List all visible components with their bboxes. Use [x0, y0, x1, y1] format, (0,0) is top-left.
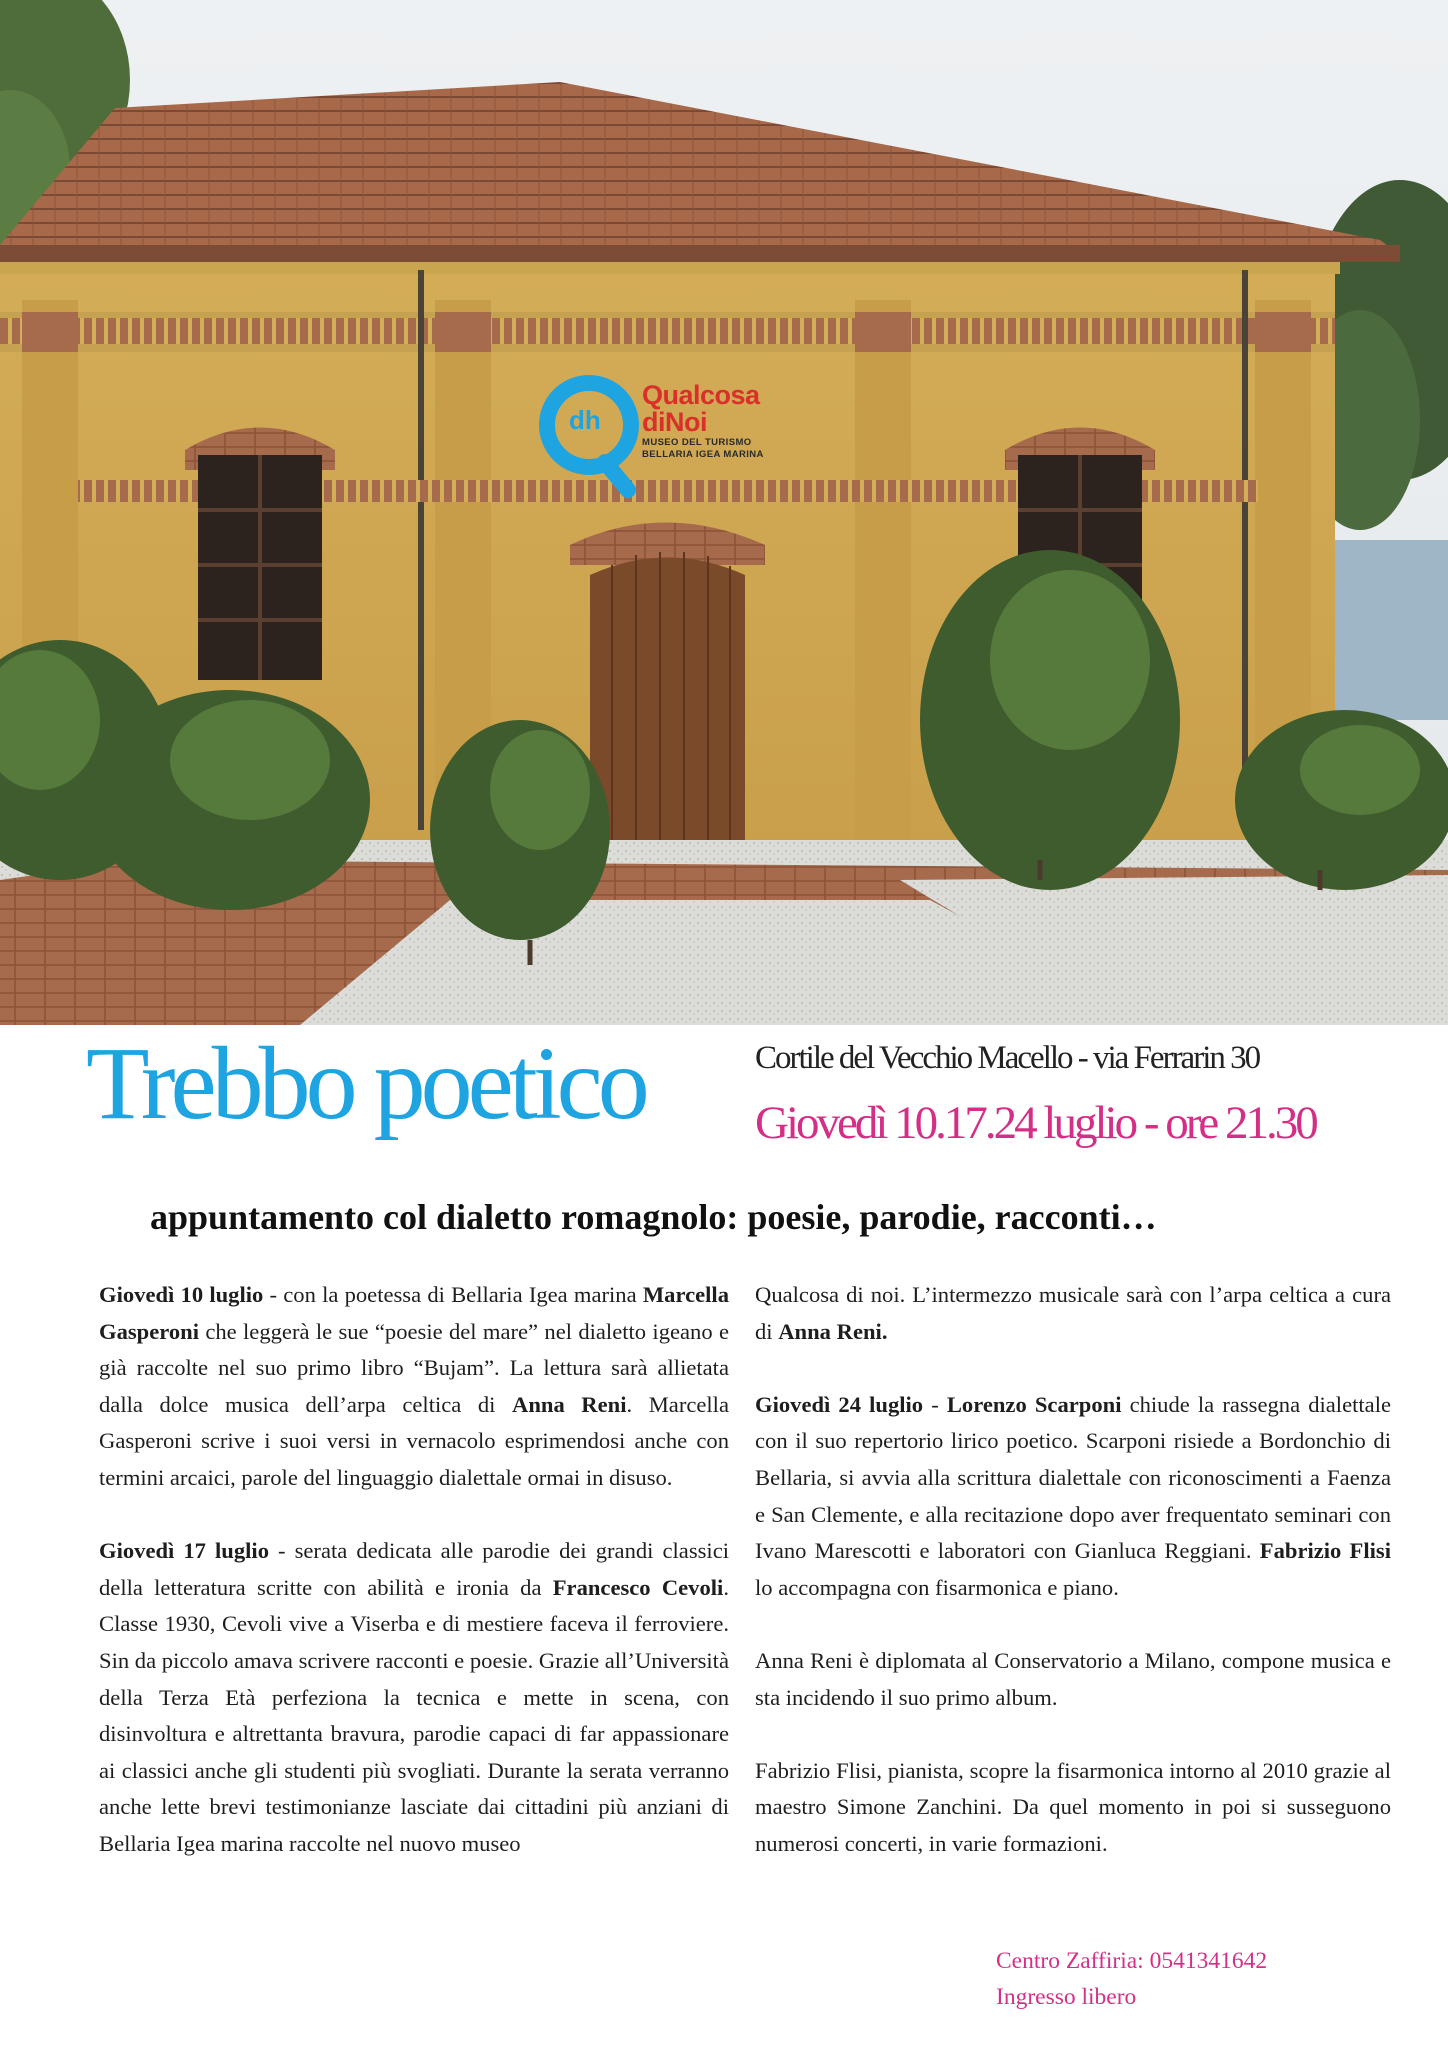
logo-line-1: Qualcosa [642, 380, 760, 410]
logo-line-4: BELLARIA IGEA MARINA [642, 448, 764, 460]
name-anna-reni: Anna Reni [512, 1391, 627, 1417]
paragraph-july-24 [755, 1387, 1391, 1607]
contact-info [996, 1943, 1267, 2015]
left-column [99, 1277, 729, 1899]
logo-line-2: diNoi [642, 407, 707, 437]
event-dates: Giovedì 10.17.24 luglio - ore 21.30 [755, 1097, 1316, 1149]
paragraph-july-17 [99, 1533, 729, 1862]
text-span: . Marcella Gasperoni scrive i suoi versi in vernacolo esprimendosi anche con termini arcaici, parole del linguaggio dialettale ormai in disuso. [99, 1391, 729, 1490]
name-anna-reni: Anna Reni. [778, 1318, 888, 1344]
text-span: . Classe 1930, Cevoli vive a Viserba e di mestiere faceva il ferroviere. Sin da piccolo amava scrivere racconti e poesie. Grazie all’Università della Terza Età perfeziona la tecnica e mette in scena, con disinvoltura e altrettanta bravura, parodie capaci di far appassionare ai classici anche gli studenti più svogliati. Durante la serata verranno anche lette brevi testimonianze lasciate dai cittadini più anziani di Bellaria Igea marina raccolte nel nuovo museo [99, 1574, 729, 1856]
date-july-24: Giovedì 24 luglio [755, 1391, 924, 1417]
logo-line-3: MUSEO DEL TURISMO [642, 437, 752, 448]
text-span: - [923, 1391, 947, 1417]
contact-phone: Centro Zaffiria: 0541341642 [996, 1948, 1268, 1974]
text-span: - con la poetessa di Bellaria Igea marina [263, 1282, 643, 1307]
paragraph-anna-reni-bio: Anna Reni è diplomata al Conservatorio a Milano, compone musica e sta incidendo il suo primo album. [755, 1647, 1391, 1710]
entry-note: Ingresso libero [996, 1984, 1137, 2010]
paragraph-july-10 [99, 1277, 729, 1497]
paragraph-fabrizio-flisi-bio: Fabrizio Flisi, pianista, scopre la fisarmonica intorno al 2010 grazie al maestro Simone Zanchini. Da quel momento in poi si susseguono numerosi concerti, in varie formazioni. [755, 1757, 1391, 1856]
text-span: Qualcosa di noi. L’intermezzo musicale sarà con l’arpa celtica a cura di [755, 1282, 1391, 1344]
name-francesco-cevoli: Francesco Cevoli [552, 1574, 724, 1600]
event-title: Trebbo poetico [86, 1026, 645, 1141]
date-july-10: Giovedì 10 luglio [99, 1282, 264, 1307]
paragraph-continuation [755, 1277, 1391, 1350]
text-span: chiude la rassegna dialettale con il suo repertorio lirico poetico. Scarponi risiede a Bordonchio di Bellaria, si avvia alla scrittura dialettale con riconoscimenti a Faenza e San Clemente, e alla recitazione dopo aver frequentato seminari con Ivano Marescotti e laboratori con Gianluca Reggiani. [755, 1391, 1391, 1564]
date-july-17: Giovedì 17 luglio [99, 1538, 269, 1564]
museum-logo-text [642, 382, 764, 459]
name-marcella-gasperoni: Marcella Gasperoni [99, 1282, 729, 1344]
text-span: lo accompagna con fisarmonica e piano. [755, 1574, 1119, 1600]
name-fabrizio-flisi: Fabrizio Flisi [1259, 1538, 1391, 1564]
logo-monogram: dh [569, 405, 601, 435]
right-column [755, 1277, 1391, 1899]
text-span: - serata dedicata alle parodie dei grandi classici della letteratura scritte con abilità e ironia da [99, 1538, 729, 1600]
text-span: che leggerà le sue “poesie del mare” nel dialetto igeano e già raccolte nel suo primo libro “Bujam”. La lettura sarà allietata dalla dolce musica dell’arpa celtica di [99, 1318, 729, 1417]
event-subtitle: appuntamento col dialetto romagnolo: poesie, parodie, racconti… [150, 1197, 1157, 1237]
event-venue: Cortile del Vecchio Macello - via Ferrarin 30 [755, 1040, 1260, 1076]
name-lorenzo-scarponi: Lorenzo Scarponi [946, 1391, 1122, 1417]
